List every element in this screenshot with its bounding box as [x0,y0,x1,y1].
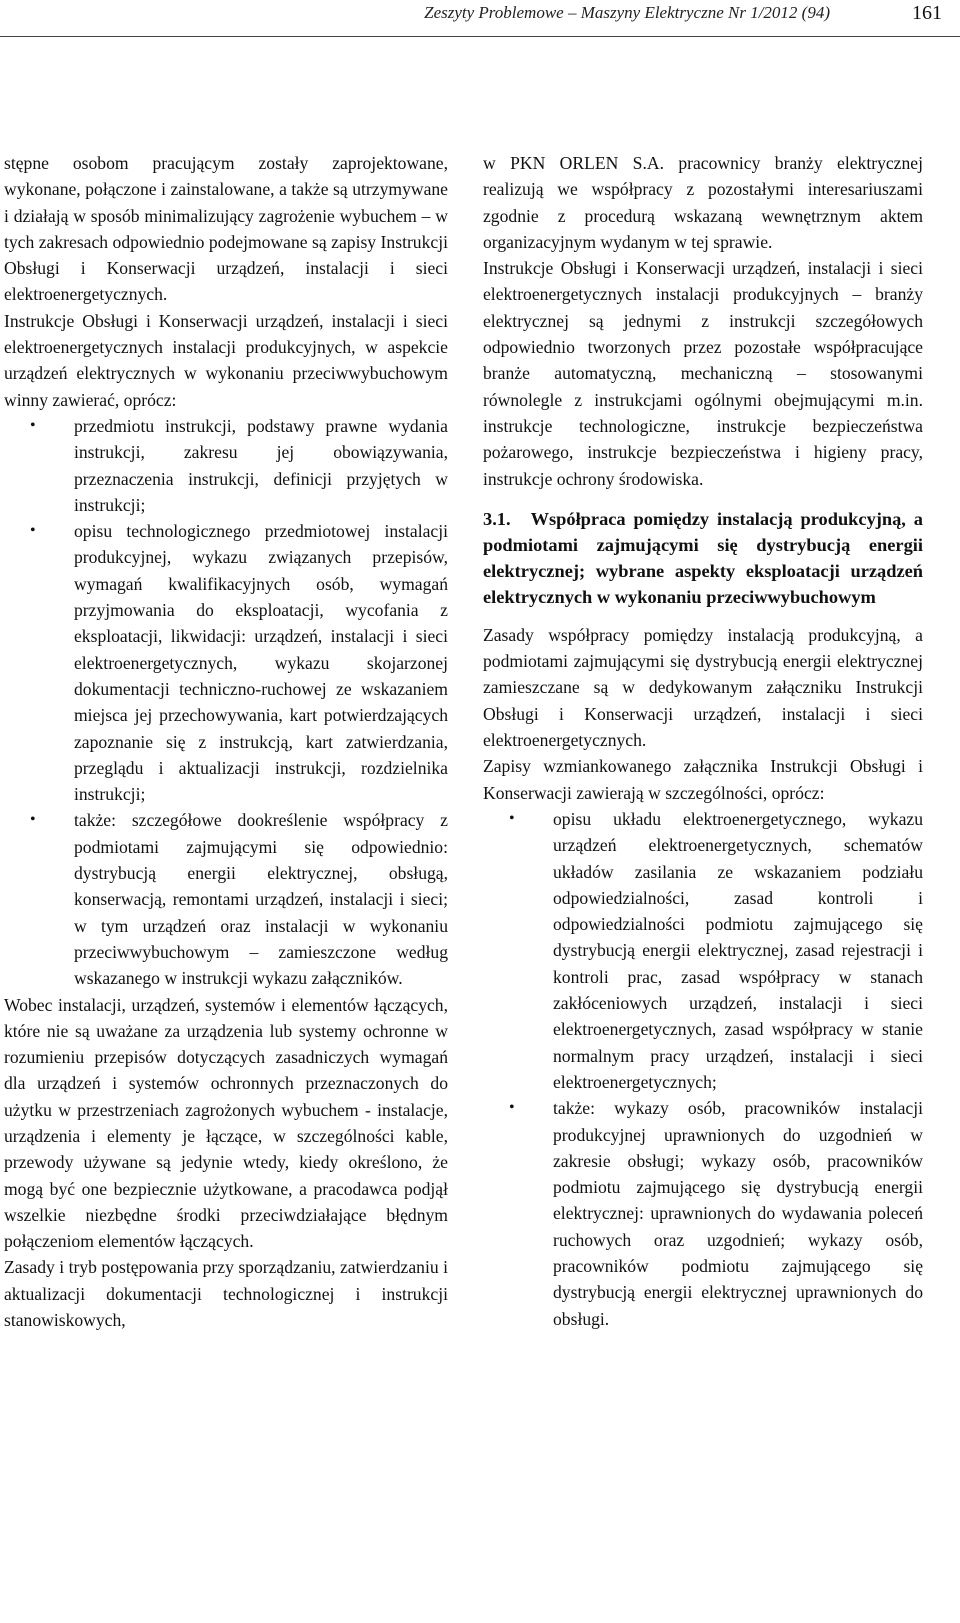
journal-title: Zeszyty Problemowe – Maszyny Elektryczne Nr 1/2012 (94) [424,3,830,22]
paragraph: Instrukcje Obsługi i Konserwacji urządzeń, instalacji i sieci elektroenergetycznych instalacji produkcyjnych, w aspekcie urządzeń elektrycznych w wykonaniu przeciwwybuchowym winny zawierać, oprócz: [4,310,448,410]
list-item-text: opisu technologicznego przedmiotowej instalacji produkcyjnej, wykazu związanych przepisów, wymagań kwalifikacyjnych osób, wymagań przyjmowania do eksploatacji, wycofania z eksploatacji, likwidacji: urządzeń, instalacji i sieci elektroenergetycznych, wykazu skojarzonej dokumentacji techniczno-ruchowej ze wskazaniem miejsca jej przechowywania, kart potwierdzających zapoznanie się z instrukcją, kart zatwierdzania, przeglądu i aktualizacji instrukcji, rozdzielnika instrukcji; [74,521,448,805]
paragraph: w PKN ORLEN S.A. pracownicy branży elektrycznej realizują we współpracy z pozostałymi interesariuszami zgodnie z procedurą wskazaną wewnętrznym aktem organizacyjnym wydanym w tej sprawie. [483,153,923,252]
page-header [0,0,960,44]
bullet-icon: • [30,522,36,540]
list-item-text: przedmiotu instrukcji, podstawy prawne wydania instrukcji, zakresu jej obowiązywania, przeznaczenia instrukcji, definicji przyjętych w instrukcji; [74,415,448,515]
paragraph: Zasady i tryb postępowania przy sporządzaniu, zatwierdzaniu i aktualizacji dokumentacji technologicznej i instrukcji stanowiskowych, [4,1257,448,1331]
list-item-text: także: wykazy osób, pracowników instalacji produkcyjnej uprawnionych do uzgodnień w zakresie obsługi; wykazy osób, pracowników podmiotu zajmującego się dystrybucją energii elektrycznej: uprawnionych do wydawania poleceń ruchowych oraz uzgodnień; wykazy osób, pracowników podmiotu zajmującego się dystrybucją energii elektrycznej uprawnionych do obsługi. [553,1098,923,1329]
bullet-list [509,806,923,1332]
right-column [483,150,923,1332]
paragraph: Zapisy wzmiankowanego załącznika Instrukcji Obsługi i Konserwacji zawierają w szczególności, oprócz: [483,756,923,803]
paragraph: stępne osobom pracującym zostały zaprojektowane, wykonane, połączone i zainstalowane, a także są utrzymywane i działają w sposób minimalizujący zagrożenie wybuchem – w tych zakresach odpowiednio podejmowane są zapisy Instrukcji Obsługi i Konserwacji urządzeń, instalacji i sieci elektroenergetycznych. [4,153,448,305]
list-item [509,806,923,1095]
paragraph: Instrukcje Obsługi i Konserwacji urządzeń, instalacji i sieci elektroenergetycznych instalacji produkcyjnych – branży elektrycznej są jednymi z instrukcji szczegółowych odpowiednio tworzonych przez pozostałe współpracujące branże automatyczną, mechaniczną – stosowanymi równolegle z instrukcjami ogólnymi obejmującymi m.in. instrukcje technologiczne, instrukcje bezpieczeństwa pożarowego, instrukcje bezpieczeństwa i higieny pracy, instrukcje ochrony środowiska. [483,258,923,489]
paragraph: Wobec instalacji, urządzeń, systemów i elementów łączących, które nie są uważane za urządzenia lub systemy ochronne w rozumieniu przepisów dotyczących zasadniczych wymagań dla urządzeń i systemów ochronnych przeznaczonych do użytku w przestrzeniach zagrożonych wybuchem - instalacje, urządzenia i elementy je łączące, w szczególności kable, przewody używane są jedynie wtedy, kiedy określono, że mogą być one bezpiecznie użytkowane, a pracodawca podjął wszelkie niezbędne środki przeciwdziałające błędnym połączeniom elementów łączących. [4,994,448,1252]
section-number: 3.1. [483,508,511,529]
bullet-icon: • [509,1099,515,1117]
bullet-icon: • [30,416,36,434]
list-item [509,1095,923,1332]
list-item-text: opisu układu elektroenergetycznego, wykazu urządzeń elektroenergetycznych, schematów układów zasilania ze wskazaniem podziału odpowiedzialności, zasad kontroli i odpowiedzialności podmiotu zajmującego się dystrybucją energii elektrycznej, zasad rejestracji i kontroli prac, zasad współpracy w stanach zakłóceniowych urządzeń, instalacji i sieci elektroenergetycznych, zasad współpracy w stanie normalnym pracy urządzeń, instalacji i sieci elektroenergetycznych; [553,808,923,1092]
section-title: Współpraca pomiędzy instalacją produkcyjną, a podmiotami zajmującymi się dystrybucją energii elektrycznej; wybrane aspekty eksploatacji urządzeń elektrycznych w wykonaniu przeciwwybuchowym [483,508,923,607]
list-item [30,413,448,518]
bullet-icon: • [509,809,515,827]
paragraph: Zasady współpracy pomiędzy instalacją produkcyjną, a podmiotami zajmującymi się dystrybucją energii elektrycznej zamieszczane są w dedykowanym załączniku Instrukcji Obsługi i Konserwacji urządzeń, instalacji i sieci elektroenergetycznych. [483,624,923,751]
header-rule [0,36,960,37]
list-item-text: także: szczegółowe dookreślenie współpracy z podmiotami zajmującymi się odpowiednio: dystrybucją energii elektrycznej, obsługą, konserwacją, remontami urządzeń, instalacji i sieci; w tym urządzeń oraz instalacji w wykonaniu przeciwwybuchowym – zamieszczone według wskazanego w instrukcji wykazu załączników. [74,810,448,989]
list-item [30,807,448,991]
list-item [30,518,448,807]
left-column [4,150,448,1333]
bullet-icon: • [30,811,36,829]
bullet-list [30,413,448,992]
section-heading [483,506,923,610]
page-number: 161 [912,2,942,24]
